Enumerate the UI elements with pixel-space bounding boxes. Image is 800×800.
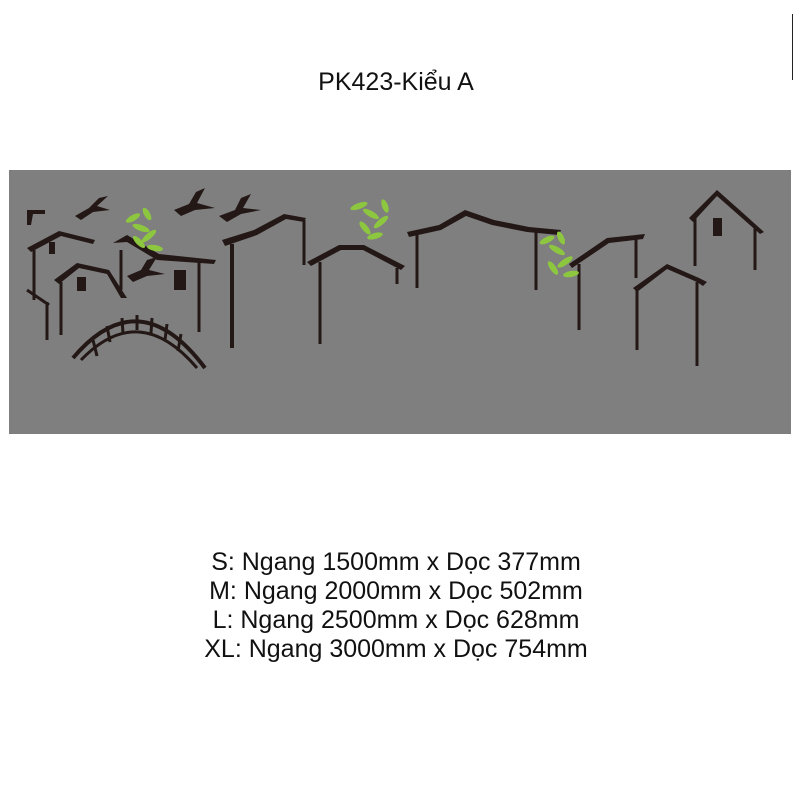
house-far-right bbox=[689, 190, 764, 270]
house-far-left bbox=[27, 210, 49, 340]
house-right-1 bbox=[569, 234, 645, 330]
product-title: PK423-Kiểu A bbox=[318, 68, 474, 96]
house-center-right bbox=[407, 210, 561, 290]
house-right-2 bbox=[633, 264, 707, 366]
house-center bbox=[307, 245, 405, 344]
arched-bridge bbox=[73, 315, 205, 370]
house-left-3 bbox=[113, 235, 216, 332]
edge-divider bbox=[792, 14, 793, 80]
size-option-xl: XL: Ngang 3000mm x Dọc 754mm bbox=[204, 635, 588, 663]
artwork-panel bbox=[9, 170, 791, 434]
size-option-s: S: Ngang 1500mm x Dọc 377mm bbox=[211, 548, 581, 576]
size-option-l: L: Ngang 2500mm x Dọc 628mm bbox=[212, 606, 580, 634]
size-option-m: M: Ngang 2000mm x Dọc 502mm bbox=[209, 577, 583, 605]
house-center-left bbox=[222, 214, 306, 348]
village-silhouette-icon bbox=[9, 170, 791, 434]
size-list bbox=[0, 548, 792, 664]
